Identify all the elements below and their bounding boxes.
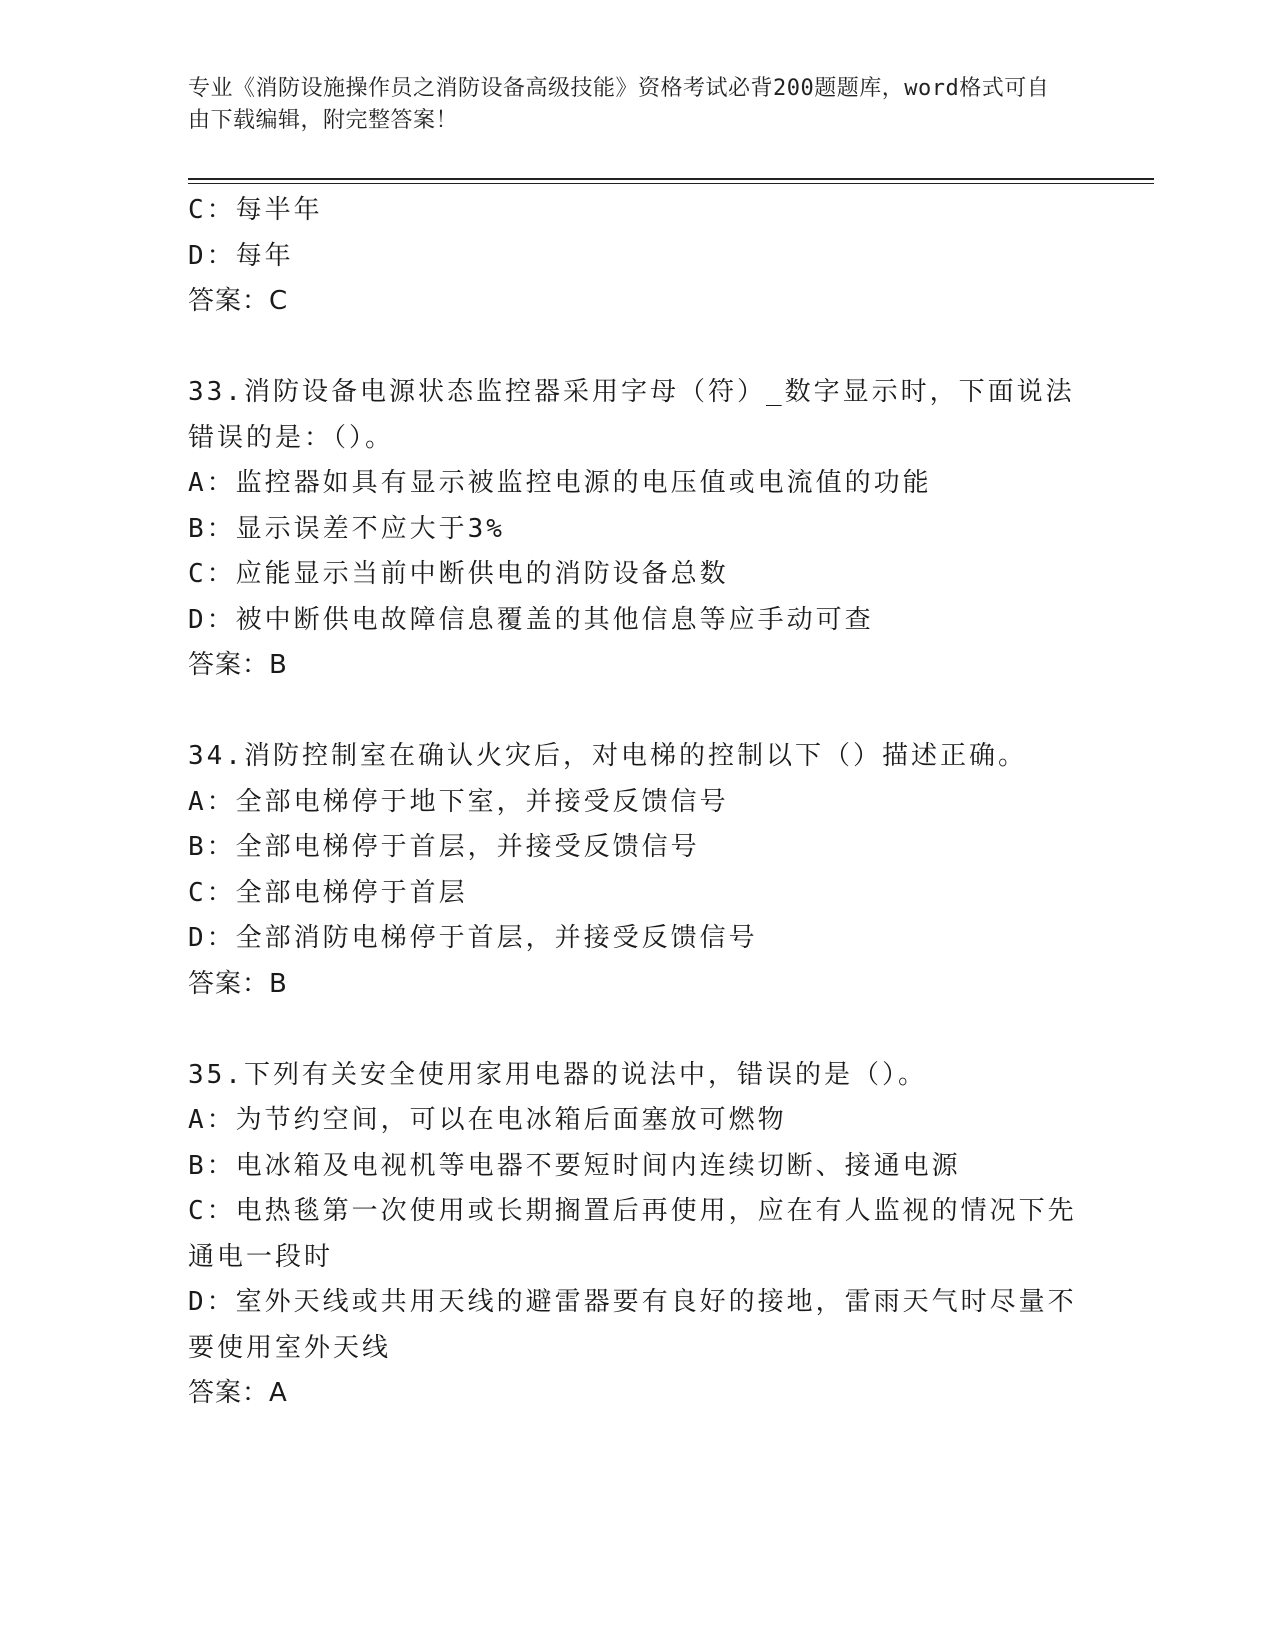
question-32-tail <box>188 188 1088 325</box>
option-d: D：被中断供电故障信息覆盖的其他信息等应手动可查 <box>188 604 874 635</box>
question-34 <box>188 734 1088 1007</box>
question-35 <box>188 1053 1088 1417</box>
option-a: A：全部电梯停于地下室，并接受反馈信号 <box>188 786 729 817</box>
answer-line: 答案：C <box>188 286 289 316</box>
option-d: D：每年 <box>188 240 294 271</box>
option-a: A：为节约空间，可以在电冰箱后面塞放可燃物 <box>188 1105 787 1135</box>
spacer <box>188 689 1088 735</box>
option-b: B：显示误差不应大于3% <box>188 513 505 544</box>
option-c: C：电热毯第一次使用或长期搁置后再使用，应在有人监视的情况下先通电一段时 <box>188 1196 1077 1272</box>
option-d: D：全部消防电梯停于首层，并接受反馈信号 <box>188 923 758 953</box>
option-c: C：每半年 <box>188 195 323 225</box>
option-b: B：电冰箱及电视机等电器不要短时间内连续切断、接通电源 <box>188 1150 961 1181</box>
option-c: C：应能显示当前中断供电的消防设备总数 <box>188 559 729 589</box>
option-c: C：全部电梯停于首层 <box>188 877 468 908</box>
header-divider-thin <box>188 183 1154 184</box>
option-d: D：室外天线或共用天线的避雷器要有良好的接地，雷雨天气时尽量不要使用室外天线 <box>188 1287 1077 1363</box>
answer-line: 答案：B <box>188 650 288 680</box>
option-a: A：监控器如具有显示被监控电源的电压值或电流值的功能 <box>188 468 932 498</box>
option-b: B：全部电梯停于首层，并接受反馈信号 <box>188 832 700 862</box>
question-stem: 33.消防设备电源状态监控器采用字母（符）_数字显示时，下面说法错误的是：（）。 <box>188 377 1075 453</box>
spacer <box>188 1007 1088 1053</box>
answer-line: 答案：A <box>188 1378 288 1408</box>
question-list <box>188 188 1088 1417</box>
spacer <box>188 325 1088 371</box>
question-stem: 35.下列有关安全使用家用电器的说法中，错误的是（）。 <box>188 1059 927 1090</box>
header-divider <box>188 178 1154 180</box>
answer-line: 答案：B <box>188 968 288 999</box>
page-header: 专业《消防设施操作员之消防设备高级技能》资格考试必背200题题库，word格式可自由下载编辑，附完整答案！ <box>188 76 1050 133</box>
question-stem: 34.消防控制室在确认火灾后，对电梯的控制以下（）描述正确。 <box>188 741 1027 771</box>
question-33 <box>188 370 1088 689</box>
